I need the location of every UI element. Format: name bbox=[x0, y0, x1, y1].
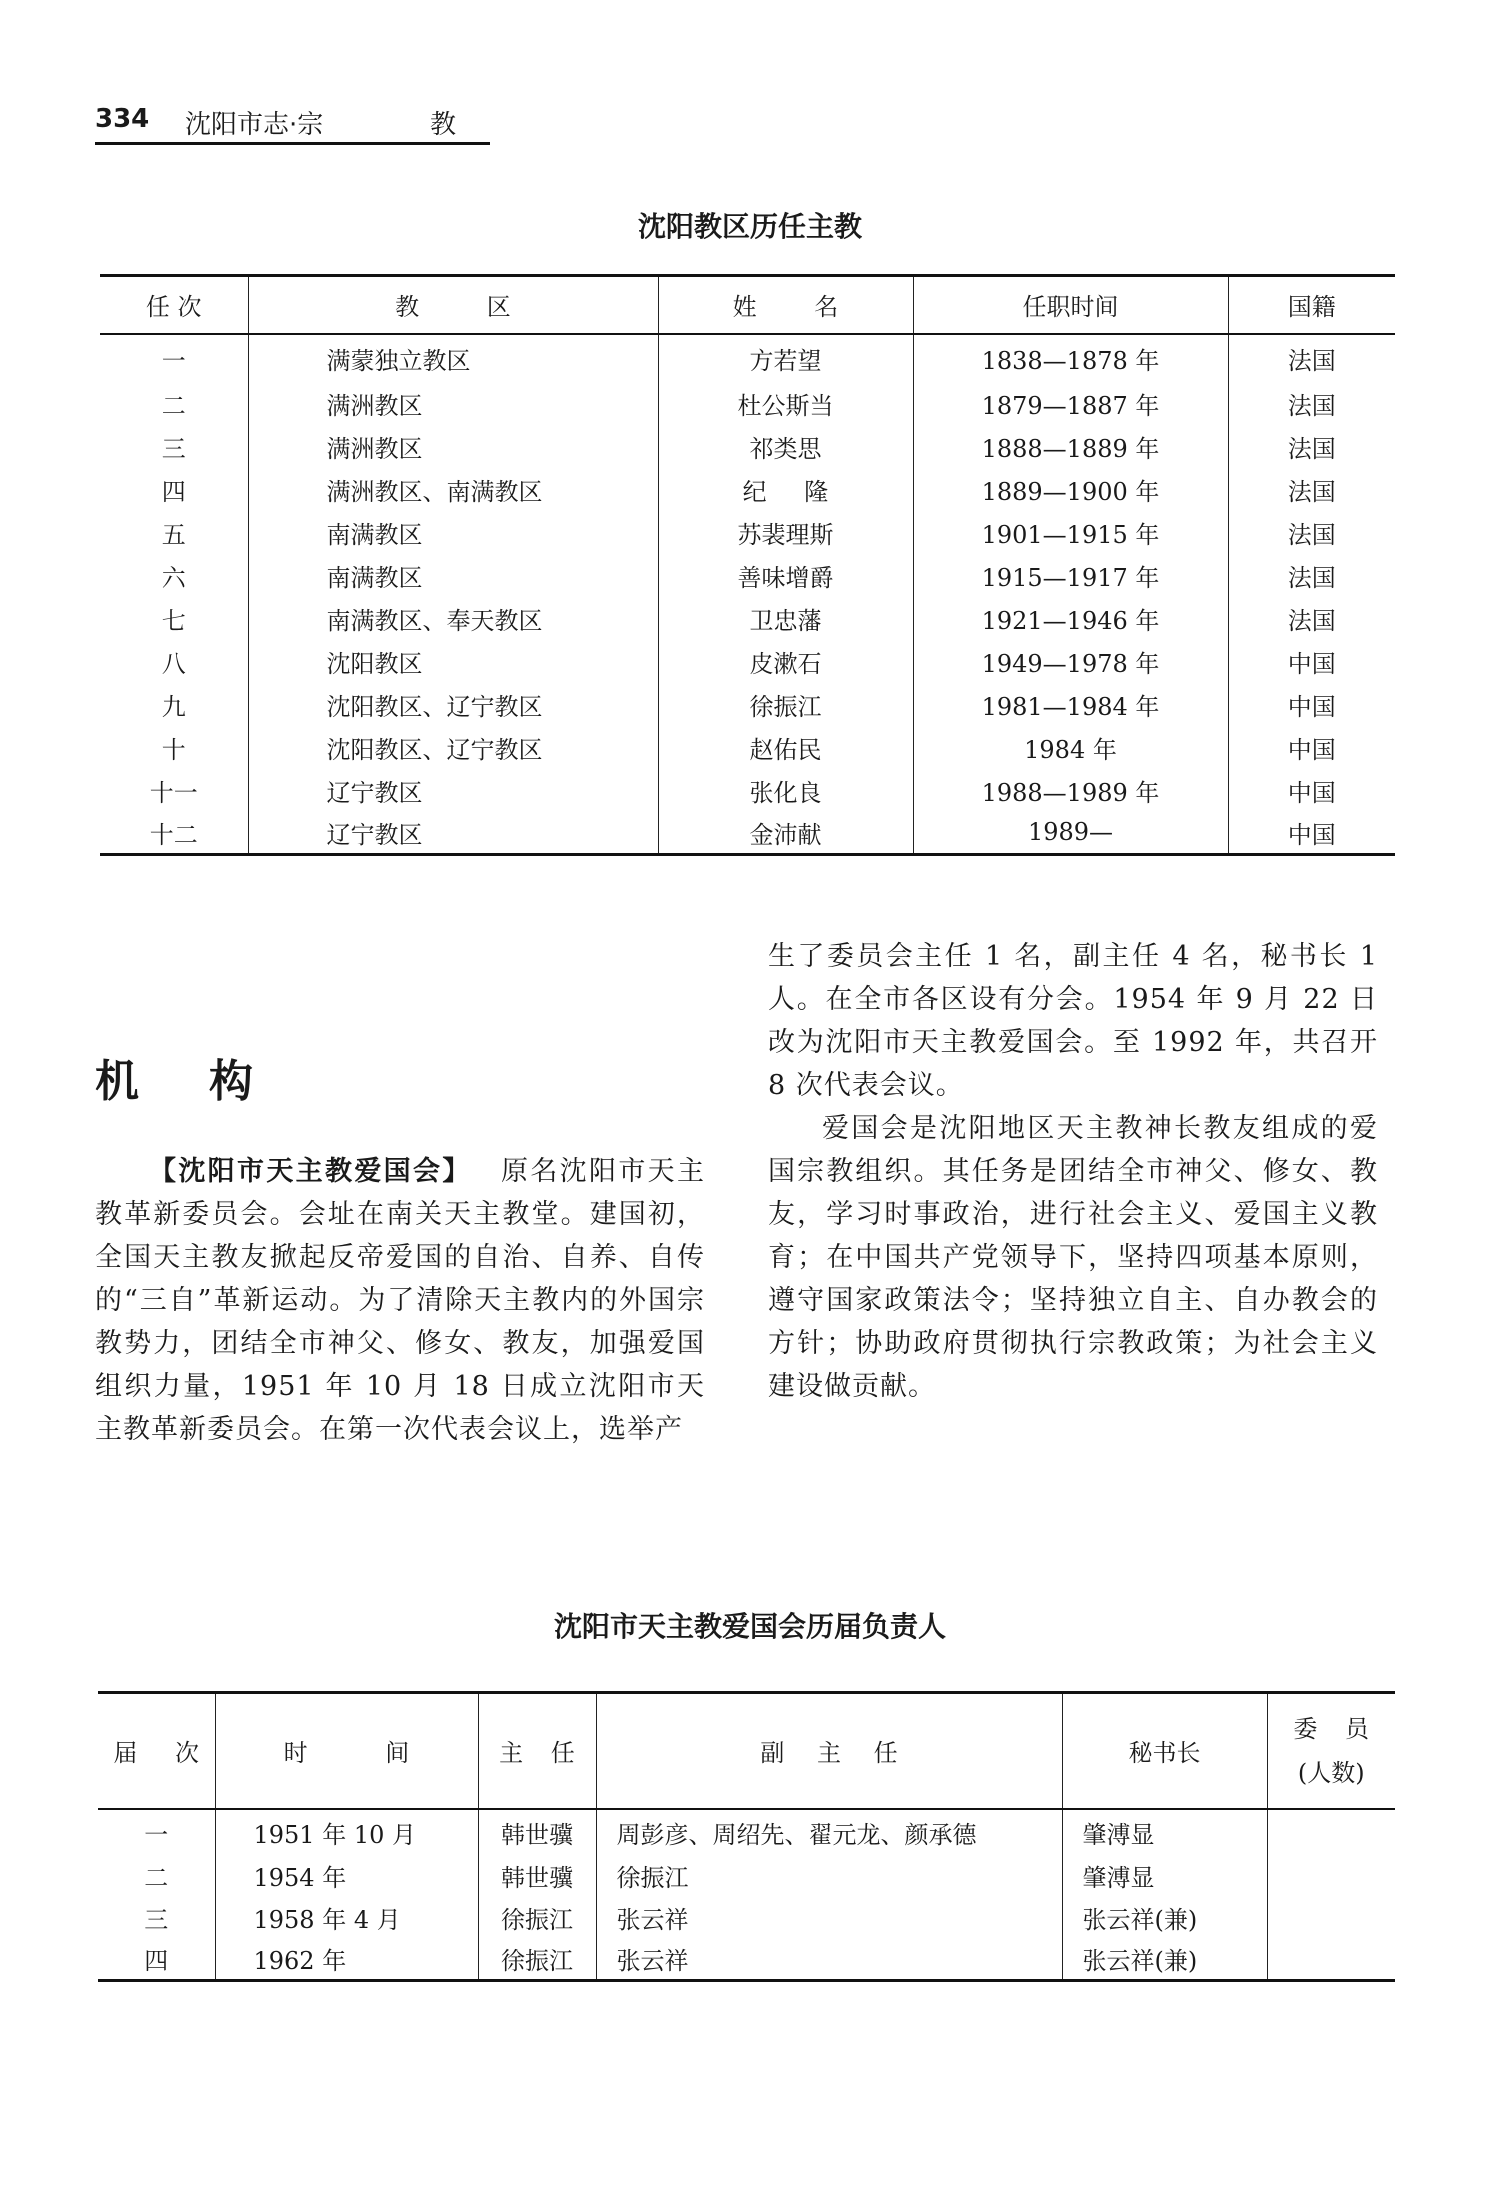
table-row bbox=[100, 812, 1395, 855]
table-row bbox=[100, 597, 1395, 640]
table-cell: 南满教区 bbox=[248, 554, 658, 597]
table-cell: 1962 年 bbox=[215, 1939, 478, 1981]
table-cell: 卫忠藩 bbox=[658, 597, 913, 640]
table-cell: 肇溥显 bbox=[1062, 1809, 1267, 1855]
table-cell: 皮漱石 bbox=[658, 640, 913, 683]
table-cell: 1901—1915 年 bbox=[913, 511, 1228, 554]
col-header-line: (人数) bbox=[1297, 1758, 1365, 1787]
table-cell: 张云祥(兼) bbox=[1062, 1939, 1267, 1981]
table-cell bbox=[1267, 1897, 1395, 1939]
table-cell: 徐振江 bbox=[478, 1939, 596, 1981]
table-cell: 1954 年 bbox=[215, 1855, 478, 1897]
table-cell: 中国 bbox=[1228, 683, 1395, 726]
table-cell: 方若望 bbox=[658, 334, 913, 382]
table-cell: 中国 bbox=[1228, 769, 1395, 812]
table-cell: 周彭彦、周绍先、翟元龙、颜承德 bbox=[596, 1809, 1062, 1855]
table-cell: 中国 bbox=[1228, 812, 1395, 855]
table-cell: 南满教区 bbox=[248, 511, 658, 554]
table-cell: 1951 年 10 月 bbox=[215, 1809, 478, 1855]
table-cell: 1879—1887 年 bbox=[913, 382, 1228, 425]
table-row bbox=[98, 1855, 1395, 1897]
table-cell bbox=[1267, 1855, 1395, 1897]
table-cell: 肇溥显 bbox=[1062, 1855, 1267, 1897]
table-cell: 九 bbox=[161, 692, 186, 721]
col-header: 姓 名 bbox=[658, 276, 913, 334]
table-cell: 1949—1978 年 bbox=[913, 640, 1228, 683]
table-cell: 韩世骥 bbox=[478, 1855, 596, 1897]
table-header-row bbox=[98, 1693, 1395, 1809]
table-header-row bbox=[100, 276, 1395, 334]
col-header bbox=[1267, 1693, 1395, 1809]
table-cell: 张云祥(兼) bbox=[1062, 1897, 1267, 1939]
table-cell: 八 bbox=[161, 649, 186, 678]
table-cell bbox=[1267, 1939, 1395, 1981]
table-cell: 张化良 bbox=[658, 769, 913, 812]
table-cell: 张云祥 bbox=[596, 1939, 1062, 1981]
table-cell: 法国 bbox=[1228, 334, 1395, 382]
col-header: 副 主 任 bbox=[596, 1693, 1062, 1809]
table-cell: 十 bbox=[161, 735, 186, 764]
page-number: 334 bbox=[95, 104, 150, 134]
leaders-table bbox=[98, 1691, 1395, 1982]
entry-title: 【沈阳市天主教爱国会】 bbox=[149, 1156, 472, 1187]
table1-title: 沈阳教区历任主教 bbox=[637, 210, 862, 243]
table-cell: 1958 年 4 月 bbox=[215, 1897, 478, 1939]
table-cell: 满洲教区、南满教区 bbox=[248, 468, 658, 511]
table-row bbox=[100, 554, 1395, 597]
table-cell: 1988—1989 年 bbox=[913, 769, 1228, 812]
table-cell: 1888—1889 年 bbox=[913, 425, 1228, 468]
table-cell: 辽宁教区 bbox=[248, 812, 658, 855]
table-cell: 四 bbox=[161, 477, 186, 506]
table-cell: 十二 bbox=[100, 812, 248, 855]
table-row bbox=[100, 425, 1395, 468]
bishops-table bbox=[100, 274, 1395, 856]
entry-text-right-1: 生了委员会主任 1 名，副主任 4 名，秘书长 1 人。在全市各区设有分会。1954 年 9 月 22 日改为沈阳市天主教爱国会。至 1992 年，共召开 8 次代表会议。 bbox=[768, 941, 1378, 1101]
table-row bbox=[100, 769, 1395, 812]
table-cell: 一 bbox=[144, 1820, 169, 1849]
table-cell: 苏裴理斯 bbox=[658, 511, 913, 554]
table-cell: 南满教区、奉天教区 bbox=[248, 597, 658, 640]
table-cell: 六 bbox=[161, 563, 186, 592]
table-cell: 沈阳教区、辽宁教区 bbox=[248, 726, 658, 769]
table-cell: 十一 bbox=[149, 778, 198, 807]
table-cell: 法国 bbox=[1228, 597, 1395, 640]
book-title: 沈阳市志·宗 bbox=[185, 110, 324, 140]
table-cell: 五 bbox=[161, 520, 186, 549]
table-cell: 二 bbox=[161, 391, 186, 420]
table-row bbox=[100, 334, 1395, 382]
col-header: 任职时间 bbox=[913, 276, 1228, 334]
table-cell: 赵佑民 bbox=[658, 726, 913, 769]
table-cell: 沈阳教区、辽宁教区 bbox=[248, 683, 658, 726]
table-row bbox=[100, 468, 1395, 511]
table-row bbox=[100, 683, 1395, 726]
col-header: 秘书长 bbox=[1062, 1693, 1267, 1809]
table-cell: 辽宁教区 bbox=[248, 769, 658, 812]
table-cell: 徐振江 bbox=[596, 1855, 1062, 1897]
table-cell: 杜公斯当 bbox=[658, 382, 913, 425]
col-header: 时 间 bbox=[215, 1693, 478, 1809]
table-cell: 满洲教区 bbox=[248, 425, 658, 468]
table-cell: 金沛献 bbox=[658, 812, 913, 855]
table-cell: 1915—1917 年 bbox=[913, 554, 1228, 597]
col-header: 主 任 bbox=[478, 1693, 596, 1809]
table-cell: 徐振江 bbox=[478, 1897, 596, 1939]
table-cell: 二 bbox=[144, 1864, 169, 1892]
table-cell: 中国 bbox=[1228, 640, 1395, 683]
table-cell: 满蒙独立教区 bbox=[248, 334, 658, 382]
table-cell: 张云祥 bbox=[596, 1897, 1062, 1939]
table-cell: 法国 bbox=[1228, 554, 1395, 597]
table-cell: 1981—1984 年 bbox=[913, 683, 1228, 726]
table-cell: 法国 bbox=[1228, 511, 1395, 554]
table-row bbox=[98, 1939, 1395, 1981]
table-row bbox=[100, 511, 1395, 554]
table-cell: 中国 bbox=[1228, 726, 1395, 769]
table-cell: 1921—1946 年 bbox=[913, 597, 1228, 640]
table-cell: 法国 bbox=[1228, 425, 1395, 468]
table-cell: 1838—1878 年 bbox=[913, 334, 1228, 382]
left-column bbox=[95, 1150, 705, 1451]
chapter-title: 教 bbox=[430, 110, 457, 140]
running-header bbox=[95, 100, 490, 145]
table-cell: 祁类思 bbox=[658, 425, 913, 468]
col-header-line: 委 员 bbox=[1293, 1714, 1370, 1743]
table-cell: 法国 bbox=[1228, 468, 1395, 511]
col-header: 届 次 bbox=[98, 1693, 215, 1809]
right-column bbox=[768, 935, 1378, 1408]
col-header: 国籍 bbox=[1228, 276, 1395, 334]
table-cell: 沈阳教区 bbox=[248, 640, 658, 683]
table-cell bbox=[1267, 1809, 1395, 1855]
table-row bbox=[98, 1897, 1395, 1939]
table-cell: 徐振江 bbox=[658, 683, 913, 726]
col-header: 任 次 bbox=[100, 276, 248, 334]
table-cell: 韩世骥 bbox=[478, 1809, 596, 1855]
table-cell: 1984 年 bbox=[913, 726, 1228, 769]
section-heading: 机构 bbox=[95, 1056, 323, 1107]
table-cell: 七 bbox=[161, 606, 186, 635]
table-cell: 三 bbox=[144, 1906, 169, 1934]
table-cell: 满洲教区 bbox=[248, 382, 658, 425]
table-cell: 三 bbox=[161, 434, 186, 463]
table-cell: 法国 bbox=[1228, 382, 1395, 425]
table-row bbox=[98, 1809, 1395, 1855]
table-cell: 四 bbox=[98, 1939, 215, 1981]
table-cell: 1889—1900 年 bbox=[913, 468, 1228, 511]
entry-text-left: 原名沈阳市天主教革新委员会。会址在南关天主教堂。建国初，全国天主教友掀起反帝爱国的自治、自养、自传的“三自”革新运动。为了清除天主教内的外国宗教势力，团结全市神父、修女、教友，加强爱国组织力量，1951 年 10 月 18 日成立沈阳市天主教革新委员会。在第一次代表会议上，选举产 bbox=[95, 1156, 706, 1445]
table-row bbox=[100, 640, 1395, 683]
table-row bbox=[100, 726, 1395, 769]
table-row bbox=[100, 382, 1395, 425]
table2-title: 沈阳市天主教爱国会历届负责人 bbox=[553, 1610, 946, 1643]
table-cell: 1989— bbox=[913, 812, 1228, 855]
col-header: 教 区 bbox=[248, 276, 658, 334]
table-cell: 纪 隆 bbox=[658, 468, 913, 511]
table-cell: 善味增爵 bbox=[658, 554, 913, 597]
table-cell: 一 bbox=[161, 346, 186, 375]
entry-text-right-2: 爱国会是沈阳地区天主教神长教友组成的爱国宗教组织。其任务是团结全市神父、修女、教友，学习时事政治，进行社会主义、爱国主义教育；在中国共产党领导下，坚持四项基本原则，遵守国家政策法令；坚持独立自主、自办教会的方针；协助政府贯彻执行宗教政策；为社会主义建设做贡献。 bbox=[768, 1113, 1378, 1402]
